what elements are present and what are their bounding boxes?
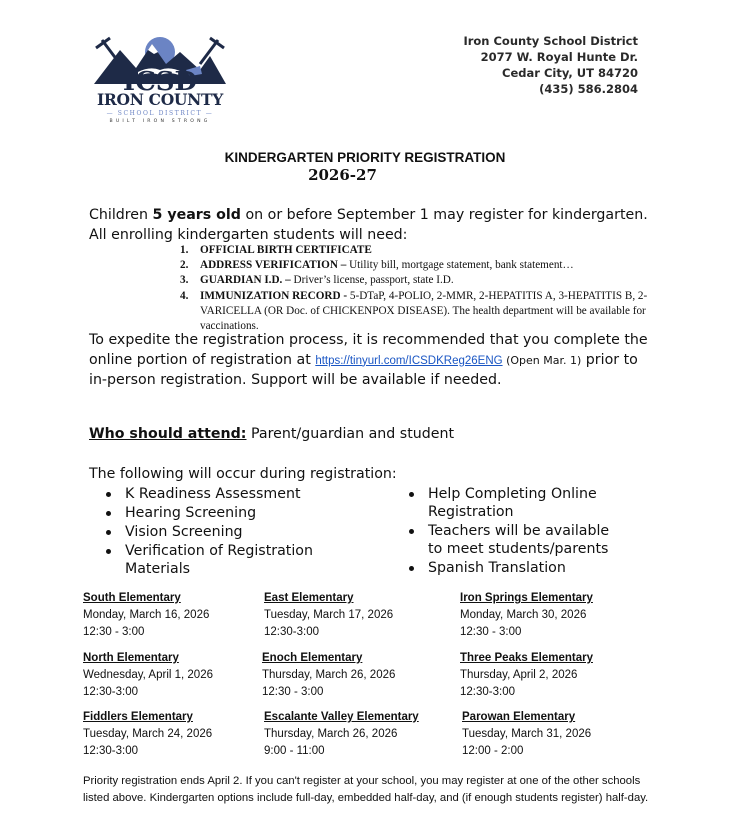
list-item: 4. IMMUNIZATION RECORD - 5-DTaP, 4-POLIO, 2-MMR, 2-HEPATITIS A, 3-HEPATITIS B, 2-VARICELLA (OR Doc. of CHICKENPOX DISEASE). The health department will be available for vaccinations.	[180, 289, 648, 333]
school-schedule: East Elementary Tuesday, March 17, 2026 12:30-3:00	[264, 592, 394, 638]
school-schedule: South Elementary Monday, March 16, 2026 12:30 - 3:00	[83, 592, 210, 638]
activities-intro: The following will occur during registration:	[89, 466, 397, 482]
who-should-attend: Who should attend: Parent/guardian and student	[89, 426, 455, 442]
intro-paragraph: Children 5 years old on or before September 1 may register for kindergarten. All enrolling kindergarten students will need:	[89, 207, 648, 243]
school-schedule: Three Peaks Elementary Thursday, April 2, 2026 12:30-3:00	[460, 652, 593, 698]
list-item: Teachers will be available to meet students/parents	[407, 522, 627, 558]
logo-subtitle: — SCHOOL DISTRICT —	[106, 110, 214, 117]
activities-list-right	[407, 485, 627, 578]
logo-tagline: BUILT IRON STRONG	[109, 119, 211, 124]
list-item: 3. GUARDIAN I.D. – Driver’s license, passport, state I.D.	[180, 274, 454, 287]
list-item: Spanish Translation	[407, 559, 627, 577]
address-phone: (435) 586.2804	[539, 82, 638, 96]
address-line1: Iron County School District	[463, 34, 638, 48]
list-item: Verification of Registration Materials	[104, 542, 364, 578]
registration-link[interactable]: https://tinyurl.com/ICSDKReg26ENG	[315, 354, 503, 367]
list-item: 2. ADDRESS VERIFICATION – Utility bill, mortgage statement, bank statement…	[180, 259, 574, 272]
page-title: KINDERGARTEN PRIORITY REGISTRATION	[224, 150, 506, 165]
school-schedule: North Elementary Wednesday, April 1, 2026 12:30-3:00	[83, 652, 213, 698]
list-item: 1. OFFICIAL BIRTH CERTIFICATE	[180, 244, 372, 256]
school-year: 2026-27	[308, 166, 377, 184]
list-item: Hearing Screening	[104, 504, 364, 522]
list-item: K Readiness Assessment	[104, 485, 364, 503]
logo-name: IRON COUNTY	[96, 90, 224, 109]
address-line3: Cedar City, UT 84720	[502, 66, 638, 80]
school-schedule: Iron Springs Elementary Monday, March 30, 2026 12:30 - 3:00	[460, 592, 593, 638]
district-address	[463, 33, 638, 97]
school-schedule: Parowan Elementary Tuesday, March 31, 2026 12:00 - 2:00	[462, 711, 592, 757]
online-registration-paragraph: To expedite the registration process, it is recommended that you complete the online portion of registration at https://tinyurl.com/ICSDKReg26ENG (Open Mar. 1) prior to in-person registration. Support will be available if needed.	[89, 332, 648, 388]
required-documents-list	[180, 243, 650, 334]
footer-note: Priority registration ends April 2. If you can't register at your school, you may register at one of the other schools listed above. Kindergarten options include full-day, embedded half-day, and (if enough students register) half-day.	[83, 775, 649, 804]
list-item: Vision Screening	[104, 523, 364, 541]
address-line2: 2077 W. Royal Hunte Dr.	[480, 50, 638, 64]
district-logo	[92, 34, 228, 126]
svg-text:ICSD: ICSD	[122, 67, 198, 92]
age-requirement: 5 years old	[152, 207, 241, 223]
mountain-logo-icon	[92, 34, 228, 92]
school-schedule: Enoch Elementary Thursday, March 26, 2026 12:30 - 3:00	[262, 652, 396, 698]
list-item: Help Completing Online Registration	[407, 485, 627, 521]
school-schedule: Fiddlers Elementary Tuesday, March 24, 2026 12:30-3:00	[83, 711, 213, 757]
school-schedule: Escalante Valley Elementary Thursday, March 26, 2026 9:00 - 11:00	[264, 711, 419, 757]
activities-list-left	[104, 485, 364, 579]
